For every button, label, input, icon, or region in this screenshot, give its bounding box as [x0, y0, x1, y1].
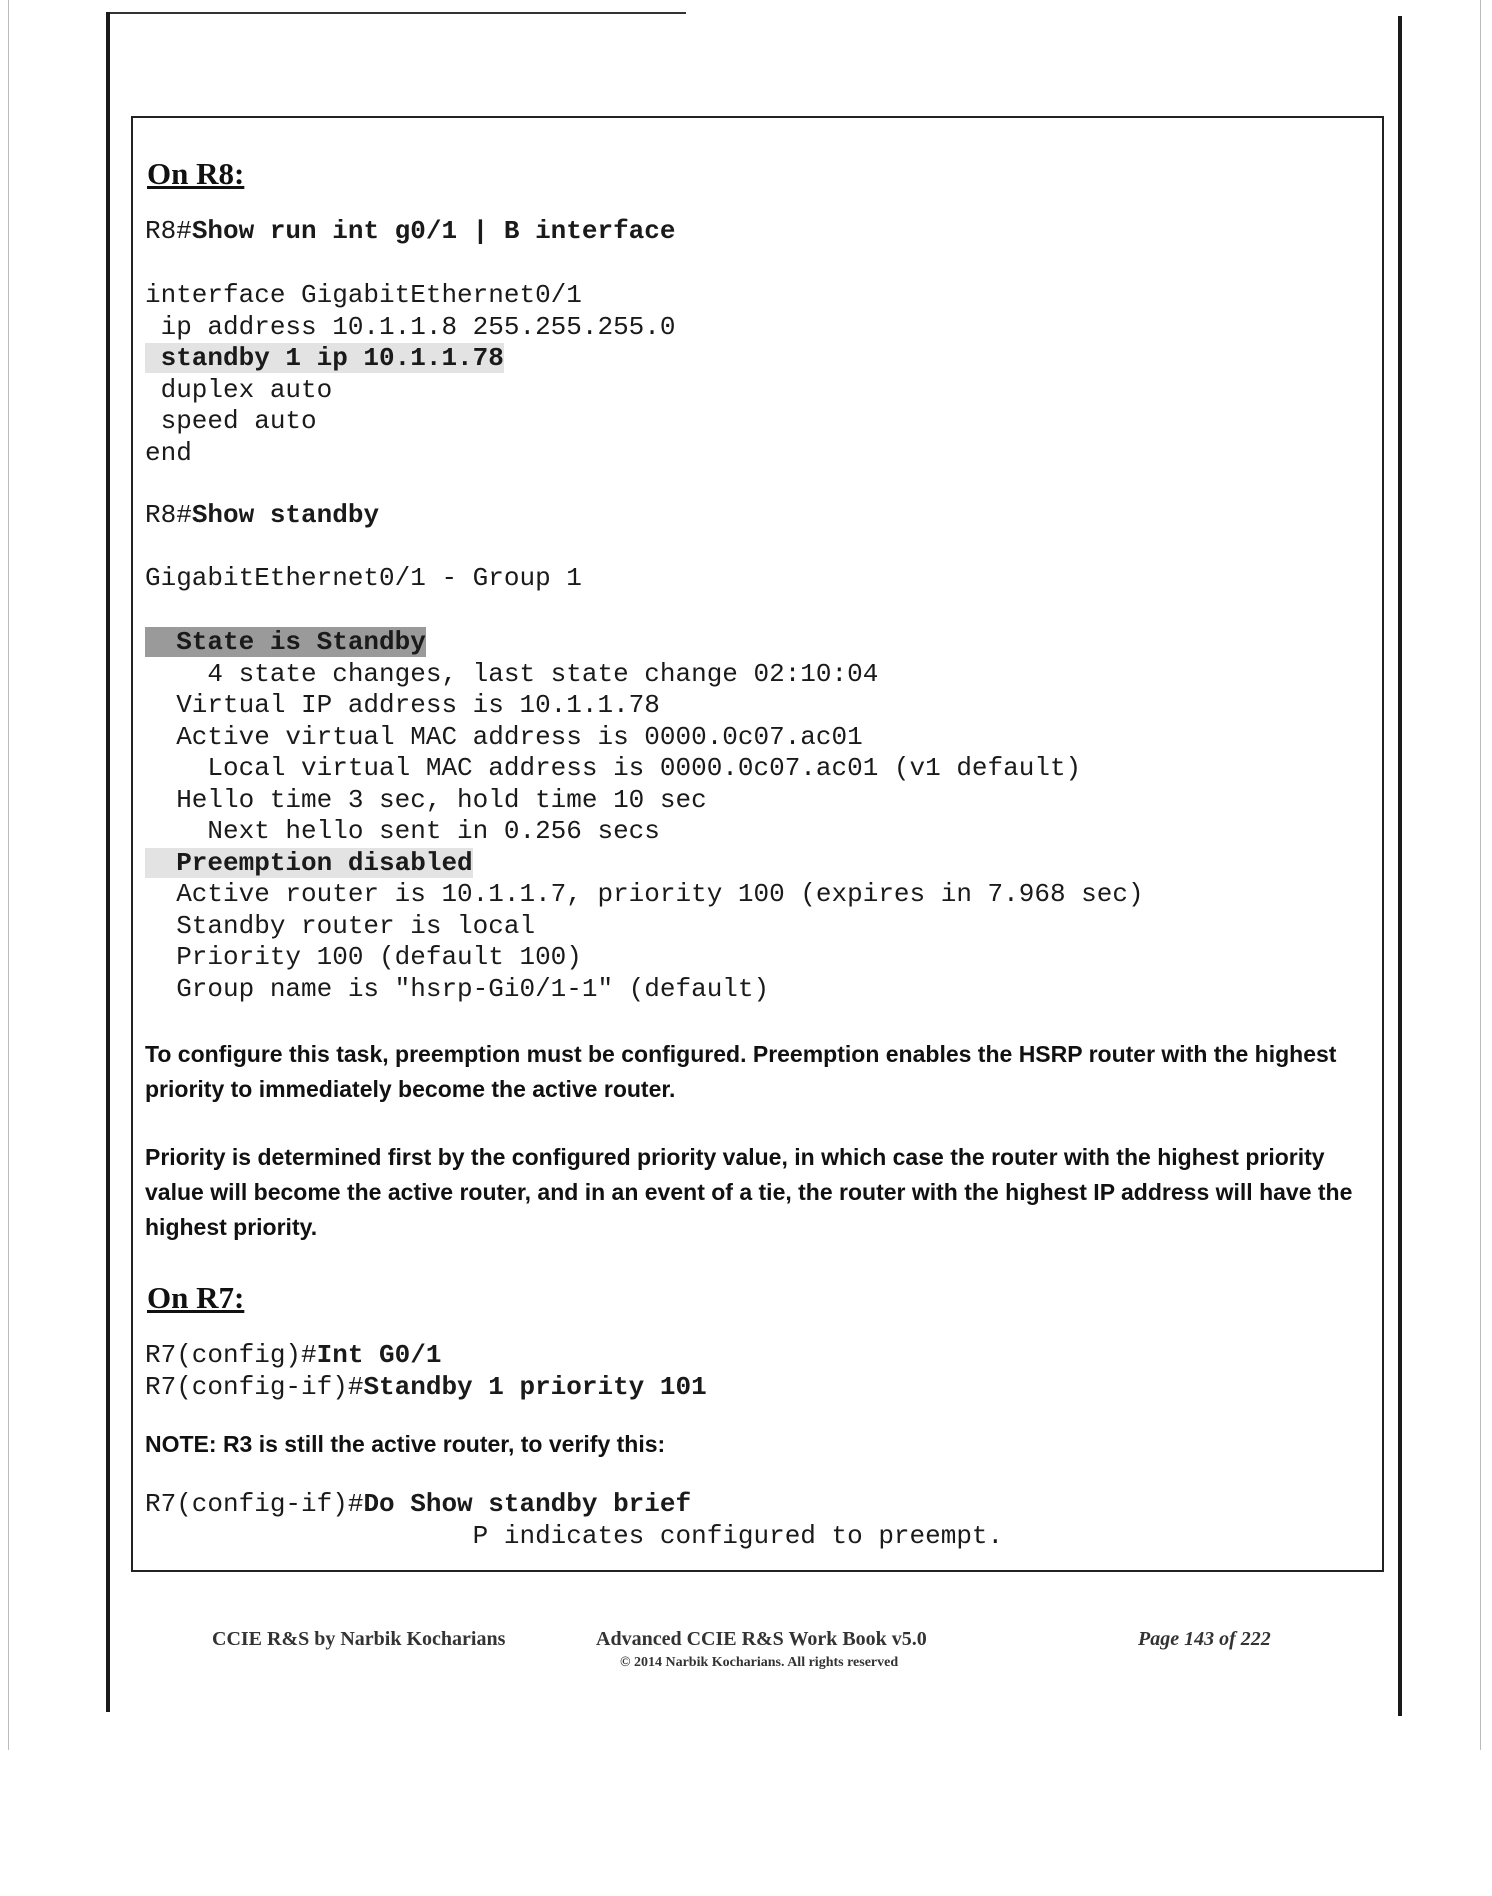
- page-top-rule: [106, 12, 686, 14]
- paragraph-preemption: To configure this task, preemption must be configured. Preemption enables the HSRP router with the highest priority to immediately become the active router.: [145, 1041, 1337, 1102]
- standby-line: Hello time 3 sec, hold time 10 sec: [145, 784, 707, 815]
- config-line: speed auto: [145, 406, 317, 436]
- standby-line: 4 state changes, last state change 02:10:04: [145, 658, 879, 689]
- cli-line: [145, 1340, 707, 1372]
- highlight-state-standby: State is Standby: [145, 627, 426, 657]
- page-right-rule: [1398, 16, 1402, 1716]
- standby-line: Active virtual MAC address is 0000.0c07.ac01: [145, 721, 863, 752]
- section-title-r7: On R7:: [147, 1280, 245, 1315]
- standby-line-highlighted: [145, 627, 1144, 659]
- cli-command: Do Show standby brief: [363, 1489, 692, 1519]
- r8-show-run-command: [145, 216, 676, 248]
- standby-line-highlighted: [145, 848, 1144, 880]
- config-line: duplex auto: [145, 374, 333, 405]
- r8-show-standby-command: [145, 500, 379, 532]
- scan-edge-left: [8, 0, 9, 1750]
- r7-show-standby-brief: [145, 1489, 1003, 1552]
- config-line: interface GigabitEthernet0/1: [145, 280, 582, 310]
- r7-config-commands: [145, 1340, 707, 1403]
- scan-edge-right: [1480, 0, 1481, 1750]
- standby-line: Local virtual MAC address is 0000.0c07.ac01 (v1 default): [145, 753, 1082, 783]
- r8-interface-config: [145, 280, 676, 469]
- standby-group-header: GigabitEthernet0/1 - Group 1: [145, 563, 582, 593]
- cli-command: Standby 1 priority 101: [363, 1371, 707, 1402]
- standby-output: [145, 627, 1144, 1005]
- note-text: NOTE: R3 is still the active router, to verify this:: [145, 1431, 666, 1457]
- page-footer: [0, 1628, 1492, 1688]
- cli-command: Show run int g0/1 | B interface: [191, 216, 676, 246]
- standby-line: Active router is 10.1.1.7, priority 100 (expires in 7.968 sec): [145, 879, 1144, 909]
- cli-prompt: R8#: [145, 500, 192, 530]
- highlight-standby-ip: standby 1 ip 10.1.1.78: [145, 343, 504, 373]
- section-title-r8: On R8:: [147, 156, 245, 191]
- cli-command: Int G0/1: [316, 1340, 442, 1370]
- content-box: [131, 116, 1384, 1572]
- cli-prompt: R7(config-if)#: [145, 1371, 364, 1402]
- page-left-rule: [106, 12, 110, 1712]
- config-line: end: [145, 437, 192, 468]
- footer-copyright: © 2014 Narbik Kocharians. All rights reserved: [620, 1655, 899, 1670]
- footer-author: CCIE R&S by Narbik Kocharians: [212, 1628, 506, 1650]
- cli-prompt: R7(config-if)#: [145, 1489, 364, 1519]
- config-line: ip address 10.1.1.8 255.255.255.0: [145, 311, 676, 342]
- standby-line: Virtual IP address is 10.1.1.78: [145, 690, 660, 720]
- cli-output-line: P indicates configured to preempt.: [145, 1520, 1004, 1551]
- standby-line: Group name is "hsrp-Gi0/1-1" (default): [145, 973, 770, 1004]
- cli-line: [145, 1372, 707, 1404]
- cli-command: Show standby: [191, 500, 380, 530]
- footer-book-title: Advanced CCIE R&S Work Book v5.0: [596, 1628, 927, 1650]
- standby-line: Priority 100 (default 100): [145, 942, 582, 972]
- cli-prompt: R8#: [145, 216, 192, 246]
- paragraph-priority: Priority is determined first by the configured priority value, in which case the router with the highest priority value will become the active router, and in an event of a tie, the router with the highest IP address will have the highest priority.: [145, 1144, 1353, 1240]
- standby-line: Standby router is local: [145, 910, 536, 941]
- highlight-preemption-disabled: Preemption disabled: [145, 847, 473, 878]
- standby-line: Next hello sent in 0.256 secs: [145, 816, 660, 846]
- cli-line: [145, 1489, 1003, 1521]
- footer-page-number: Page 143 of 222: [1138, 1628, 1271, 1650]
- config-line-highlighted: [145, 343, 676, 375]
- cli-prompt: R7(config)#: [145, 1340, 317, 1370]
